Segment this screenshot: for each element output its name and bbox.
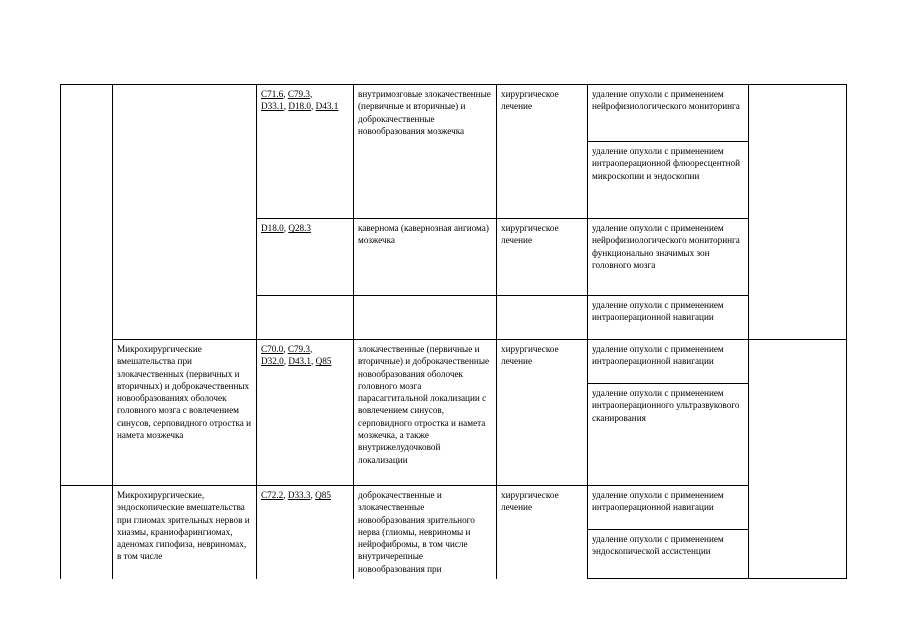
row-number-cell <box>61 85 113 486</box>
treatment-type-cell: хирургическое лечение <box>497 219 588 296</box>
table-row <box>61 340 847 384</box>
table-row <box>61 486 847 530</box>
group-cell: Микрохирургические вмешательства при злокачественных (первичных и вторичных) и доброкачественных новообразованиях оболочек головного мозга с вовлечением синусов, серповидного отростка и намета мозжечка <box>113 340 257 486</box>
row-number-cell <box>61 486 113 579</box>
method-cell: удаление опухоли с применением интраоперационной навигации <box>588 340 749 384</box>
patient-model-cell: доброкачественные и злокачественные новообразования зрительного нерва (глиомы, невриномы и нейрофибромы, в том числе внутричерепные новообразования при <box>354 486 497 579</box>
method-cell: удаление опухоли с применением интраоперационного ультразвукового сканирования <box>588 384 749 486</box>
method-cell: удаление опухоли с применением нейрофизиологического мониторинга функционально значимых зон головного мозга <box>588 219 749 296</box>
icd-code-link[interactable]: D18.0 <box>261 223 284 233</box>
patient-model-cell <box>354 296 497 340</box>
method-cell: удаление опухоли с применением нейрофизиологического мониторинга <box>588 85 749 142</box>
table-row <box>61 85 847 142</box>
patient-model-cell: злокачественные (первичные и вторичные) и доброкачественные новообразования оболочек головного мозга парасаггитальной локализации с вовлечением синусов, серповидного отростка и намета мозжечка, а также внутрижелудочковой локализации <box>354 340 497 486</box>
icd-code-link[interactable]: D43.1 <box>315 101 339 112</box>
icd-code-link[interactable]: D18.0 <box>288 101 312 112</box>
patient-model-cell: каверномa (кавернозная ангиома) мозжечка <box>354 219 497 296</box>
method-cell: удаление опухоли с применением интраоперационной флюоресцентной микроскопии и эндоскопии <box>588 142 749 219</box>
codes-cell <box>257 296 354 340</box>
icd-code-link[interactable]: C79.3 <box>287 89 311 99</box>
icd-code-link[interactable]: D33.1 <box>261 101 284 112</box>
medical-care-table-fragment <box>60 84 846 608</box>
icd-code-link[interactable]: Q85 <box>315 490 331 500</box>
icd-code-link[interactable]: Q85 <box>315 356 332 367</box>
codes-cell: C72.2, D33.3, Q85 <box>257 486 354 579</box>
patient-model-cell: внутримозговые злокачественные (первичные и вторичные) и доброкачественные новообразования мозжечка <box>354 85 497 219</box>
treatment-type-cell: хирургическое лечение <box>497 340 588 486</box>
group-cell: Микрохирургические, эндоскопические вмешательства при глиомах зрительных нервов и хиазмы, краниофарингиомах, аденомах гипофиза, невриномах, в том числе <box>113 486 257 579</box>
codes-cell: C70.0, C79.3, D32.0, D43.1, Q85 <box>257 340 354 486</box>
icd-code-link[interactable]: C71.6 <box>261 89 284 99</box>
treatment-type-cell: хирургическое лечение <box>497 85 588 219</box>
norm-cell <box>749 85 847 340</box>
treatment-type-cell: хирургическое лечение <box>497 486 588 579</box>
codes-cell: D18.0, Q28.3 <box>257 219 354 296</box>
method-cell: удаление опухоли с применением эндоскопической ассистенции <box>588 530 749 579</box>
group-cell <box>113 85 257 340</box>
icd-code-link[interactable]: C70.0 <box>261 344 284 354</box>
codes-cell: C71.6, C79.3, D33.1, D18.0, D43.1 <box>257 85 354 219</box>
icd-code-link[interactable]: C79.3 <box>287 344 311 354</box>
vmp-table <box>60 84 847 579</box>
treatment-type-cell <box>497 296 588 340</box>
method-cell: удаление опухоли с применением интраоперационной навигации <box>588 486 749 530</box>
icd-code-link[interactable]: D32.0 <box>261 356 284 367</box>
norm-cell <box>749 340 847 579</box>
icd-code-link[interactable]: D43.1 <box>288 356 312 367</box>
icd-code-link[interactable]: Q28.3 <box>288 223 312 233</box>
icd-code-link[interactable]: D33.3 <box>287 490 311 500</box>
method-cell: удаление опухоли с применением интраоперационной навигации <box>588 296 749 340</box>
icd-code-link[interactable]: C72.2 <box>261 490 284 500</box>
